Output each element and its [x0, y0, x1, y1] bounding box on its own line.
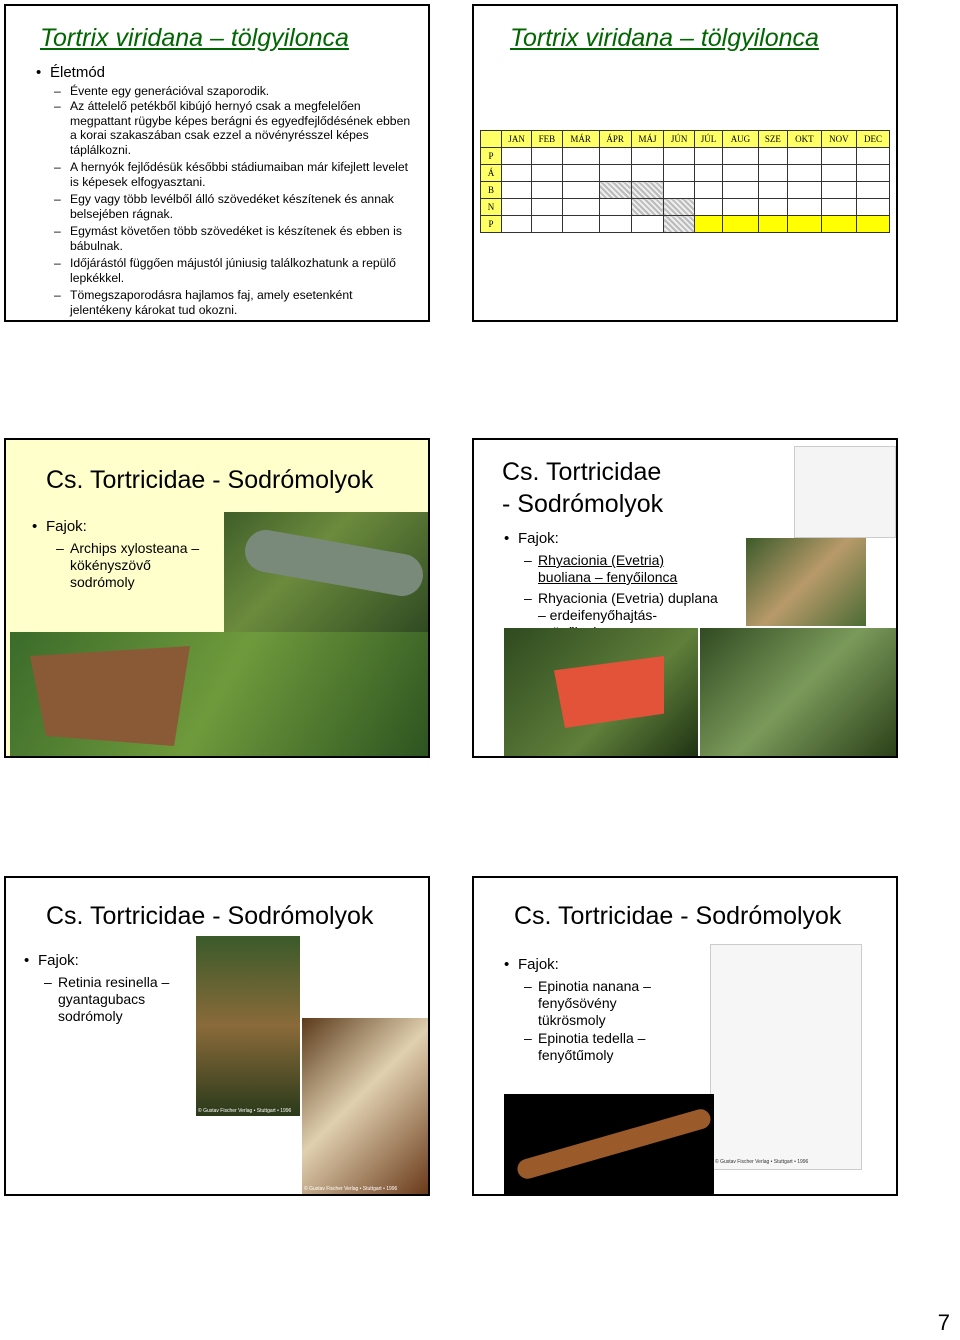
calendar-month: OKT	[788, 131, 822, 148]
calendar-stage-label: N	[481, 199, 502, 216]
calendar-month: DEC	[857, 131, 890, 148]
calendar-cell	[502, 216, 532, 233]
calendar-month: ÁPR	[599, 131, 631, 148]
gall-cutaway-photo	[302, 1018, 428, 1194]
calendar-cell	[532, 165, 562, 182]
calendar-cell	[631, 216, 664, 233]
calendar-cell	[821, 165, 856, 182]
calendar-stage-label: B	[481, 182, 502, 199]
calendar-cell	[664, 148, 694, 165]
calendar-month: NOV	[821, 131, 856, 148]
calendar-month: SZE	[758, 131, 787, 148]
slide-1	[4, 4, 430, 322]
slide-3	[4, 438, 430, 758]
slide-1-item: – Időjárástól függően májustól júniusig találkozhatunk a repülő lepkékkel.	[54, 256, 414, 285]
calendar-month: MÁJ	[631, 131, 664, 148]
calendar-cell	[788, 165, 822, 182]
calendar-cell	[599, 199, 631, 216]
slide-4-title-line1: Cs. Tortricidae	[502, 458, 662, 486]
slide-1-item: – A hernyók fejlődésük későbbi stádiumaiban már kifejlett levelet is képesek elfogyasztani.	[54, 160, 414, 189]
slide-6-title: Cs. Tortricidae - Sodrómolyok	[514, 902, 842, 930]
calendar-cell	[562, 148, 599, 165]
slide-6	[472, 876, 898, 1196]
slide-6-fajok: • Fajok:	[518, 956, 559, 973]
calendar-cell	[664, 182, 694, 199]
calendar-cell	[788, 182, 822, 199]
calendar-cell	[857, 148, 890, 165]
calendar-month: JÚN	[664, 131, 694, 148]
calendar-cell	[723, 182, 758, 199]
slide-2	[472, 4, 898, 322]
calendar-cell	[631, 182, 664, 199]
slide-6-species-1: – Epinotia nanana – fenyősövény tükrösmoly	[524, 978, 674, 1029]
calendar-stage-label: Á	[481, 165, 502, 182]
calendar-stage-label: P	[481, 148, 502, 165]
slide-1-item: – Egy vagy több levélből álló szövedéket készítenek és annak belsejében rágnak.	[54, 192, 414, 221]
calendar-cell	[664, 199, 694, 216]
credit-text: © Gustav Fischer Verlag • Stuttgart • 1996	[198, 1108, 292, 1114]
calendar-cell	[788, 199, 822, 216]
calendar-cell	[502, 182, 532, 199]
red-moth-photo	[504, 628, 698, 756]
calendar-cell	[821, 148, 856, 165]
calendar-row	[481, 148, 890, 165]
calendar-cell	[723, 148, 758, 165]
slide-1-item: – Egymást követően több szövedéket is készítenek és ebben is bábulnak.	[54, 224, 414, 253]
calendar-month: JAN	[502, 131, 532, 148]
moth-photo	[10, 632, 428, 756]
calendar-cell	[694, 182, 723, 199]
calendar-cell	[599, 148, 631, 165]
calendar-cell	[502, 165, 532, 182]
calendar-corner	[481, 131, 502, 148]
needle-shape	[515, 1107, 713, 1181]
calendar-month: JÚL	[694, 131, 723, 148]
phenology-calendar	[480, 130, 890, 233]
calendar-cell	[562, 216, 599, 233]
calendar-cell	[502, 148, 532, 165]
calendar-cell	[599, 182, 631, 199]
calendar-month: FEB	[532, 131, 562, 148]
calendar-cell	[788, 148, 822, 165]
calendar-cell	[758, 148, 787, 165]
calendar-row	[481, 165, 890, 182]
calendar-cell	[694, 216, 723, 233]
resin-gall-photo	[196, 936, 300, 1116]
slide-3-title: Cs. Tortricidae - Sodrómolyok	[46, 466, 374, 494]
calendar-cell	[723, 199, 758, 216]
calendar-row	[481, 199, 890, 216]
calendar-cell	[562, 182, 599, 199]
calendar-row	[481, 182, 890, 199]
calendar-cell	[599, 216, 631, 233]
calendar-cell	[758, 165, 787, 182]
needle-photo	[504, 1094, 714, 1194]
calendar-cell	[821, 216, 856, 233]
calendar-cell	[821, 182, 856, 199]
calendar-cell	[758, 182, 787, 199]
slide-1-heading: • Életmód	[50, 64, 105, 81]
slide-5	[4, 876, 430, 1196]
calendar-cell	[562, 199, 599, 216]
calendar-cell	[694, 148, 723, 165]
slide-6-species-2: – Epinotia tedella – fenyőtűmoly	[524, 1030, 674, 1064]
slide-1-item: – Az áttelelő petékből kibújó hernyó csak a megfelelően megpattant rügybe képes berágni és egyedfejlődésének ebben a korai szakaszában csak ezzel a növényrésszel képes táplálkozni.	[54, 99, 414, 157]
calendar-cell	[857, 199, 890, 216]
credit-text: © Gustav Fischer Verlag • Stuttgart • 1996	[304, 1186, 398, 1192]
calendar-cell	[788, 216, 822, 233]
calendar-cell	[599, 165, 631, 182]
slide-5-species: – Retinia resinella – gyantagubacs sodrómoly	[44, 974, 194, 1025]
calendar-cell	[532, 199, 562, 216]
slide-4-species-2: – Rhyacionia (Evetria) duplana – erdeifenyőhajtás-	[524, 590, 724, 641]
line-drawing	[794, 446, 896, 538]
page-number: 7	[937, 1310, 950, 1335]
calendar-cell	[631, 148, 664, 165]
calendar-cell	[631, 199, 664, 216]
slide-1-item: – Évente egy generációval szaporodik.	[54, 84, 414, 99]
calendar-cell	[857, 216, 890, 233]
caterpillar-photo	[224, 512, 428, 632]
credit-text: © Gustav Fischer Verlag • Stuttgart • 1996	[715, 1159, 809, 1165]
calendar-cell	[857, 165, 890, 182]
calendar-cell	[758, 216, 787, 233]
calendar-cell	[758, 199, 787, 216]
calendar-cell	[502, 199, 532, 216]
calendar-month: AUG	[723, 131, 758, 148]
calendar-stage-label: P	[481, 216, 502, 233]
slide-2-title: Tortrix viridana – tölgyilonca	[510, 24, 819, 52]
caterpillar-shape	[242, 527, 427, 600]
calendar-cell	[723, 216, 758, 233]
calendar-cell	[532, 216, 562, 233]
slide-5-title: Cs. Tortricidae - Sodrómolyok	[46, 902, 374, 930]
spruce-drawing	[710, 944, 862, 1170]
slide-4-species-1: – Rhyacionia (Evetria) buoliana – fenyőilonca	[524, 552, 714, 586]
pine-photo	[700, 628, 896, 756]
slide-4-title-line2: - Sodrómolyok	[502, 490, 664, 518]
calendar-cell	[664, 216, 694, 233]
calendar-cell	[532, 148, 562, 165]
slide-1-item: – Tömegszaporodásra hajlamos faj, amely esetenként jelentékeny károkat tud okozni.	[54, 288, 414, 317]
slide-4	[472, 438, 898, 758]
calendar-cell	[562, 165, 599, 182]
calendar-cell	[664, 165, 694, 182]
slide-3-fajok: • Fajok:	[46, 518, 87, 535]
slide-1-title: Tortrix viridana – tölgyilonca	[40, 24, 349, 52]
slide-4-fajok: • Fajok:	[518, 530, 559, 547]
calendar-header-row	[481, 131, 890, 148]
slide-5-fajok: • Fajok:	[38, 952, 79, 969]
calendar-cell	[857, 182, 890, 199]
calendar-cell	[723, 165, 758, 182]
calendar-month: MÁR	[562, 131, 599, 148]
moth-shape	[30, 646, 190, 746]
calendar-cell	[694, 165, 723, 182]
calendar-cell	[631, 165, 664, 182]
calendar-cell	[821, 199, 856, 216]
shoot-photo	[746, 538, 866, 626]
slide-3-species: – Archips xylosteana – kökényszövő sodrómoly	[56, 540, 216, 591]
calendar-cell	[694, 199, 723, 216]
red-moth-shape	[554, 656, 664, 728]
calendar-row	[481, 216, 890, 233]
calendar-cell	[532, 182, 562, 199]
